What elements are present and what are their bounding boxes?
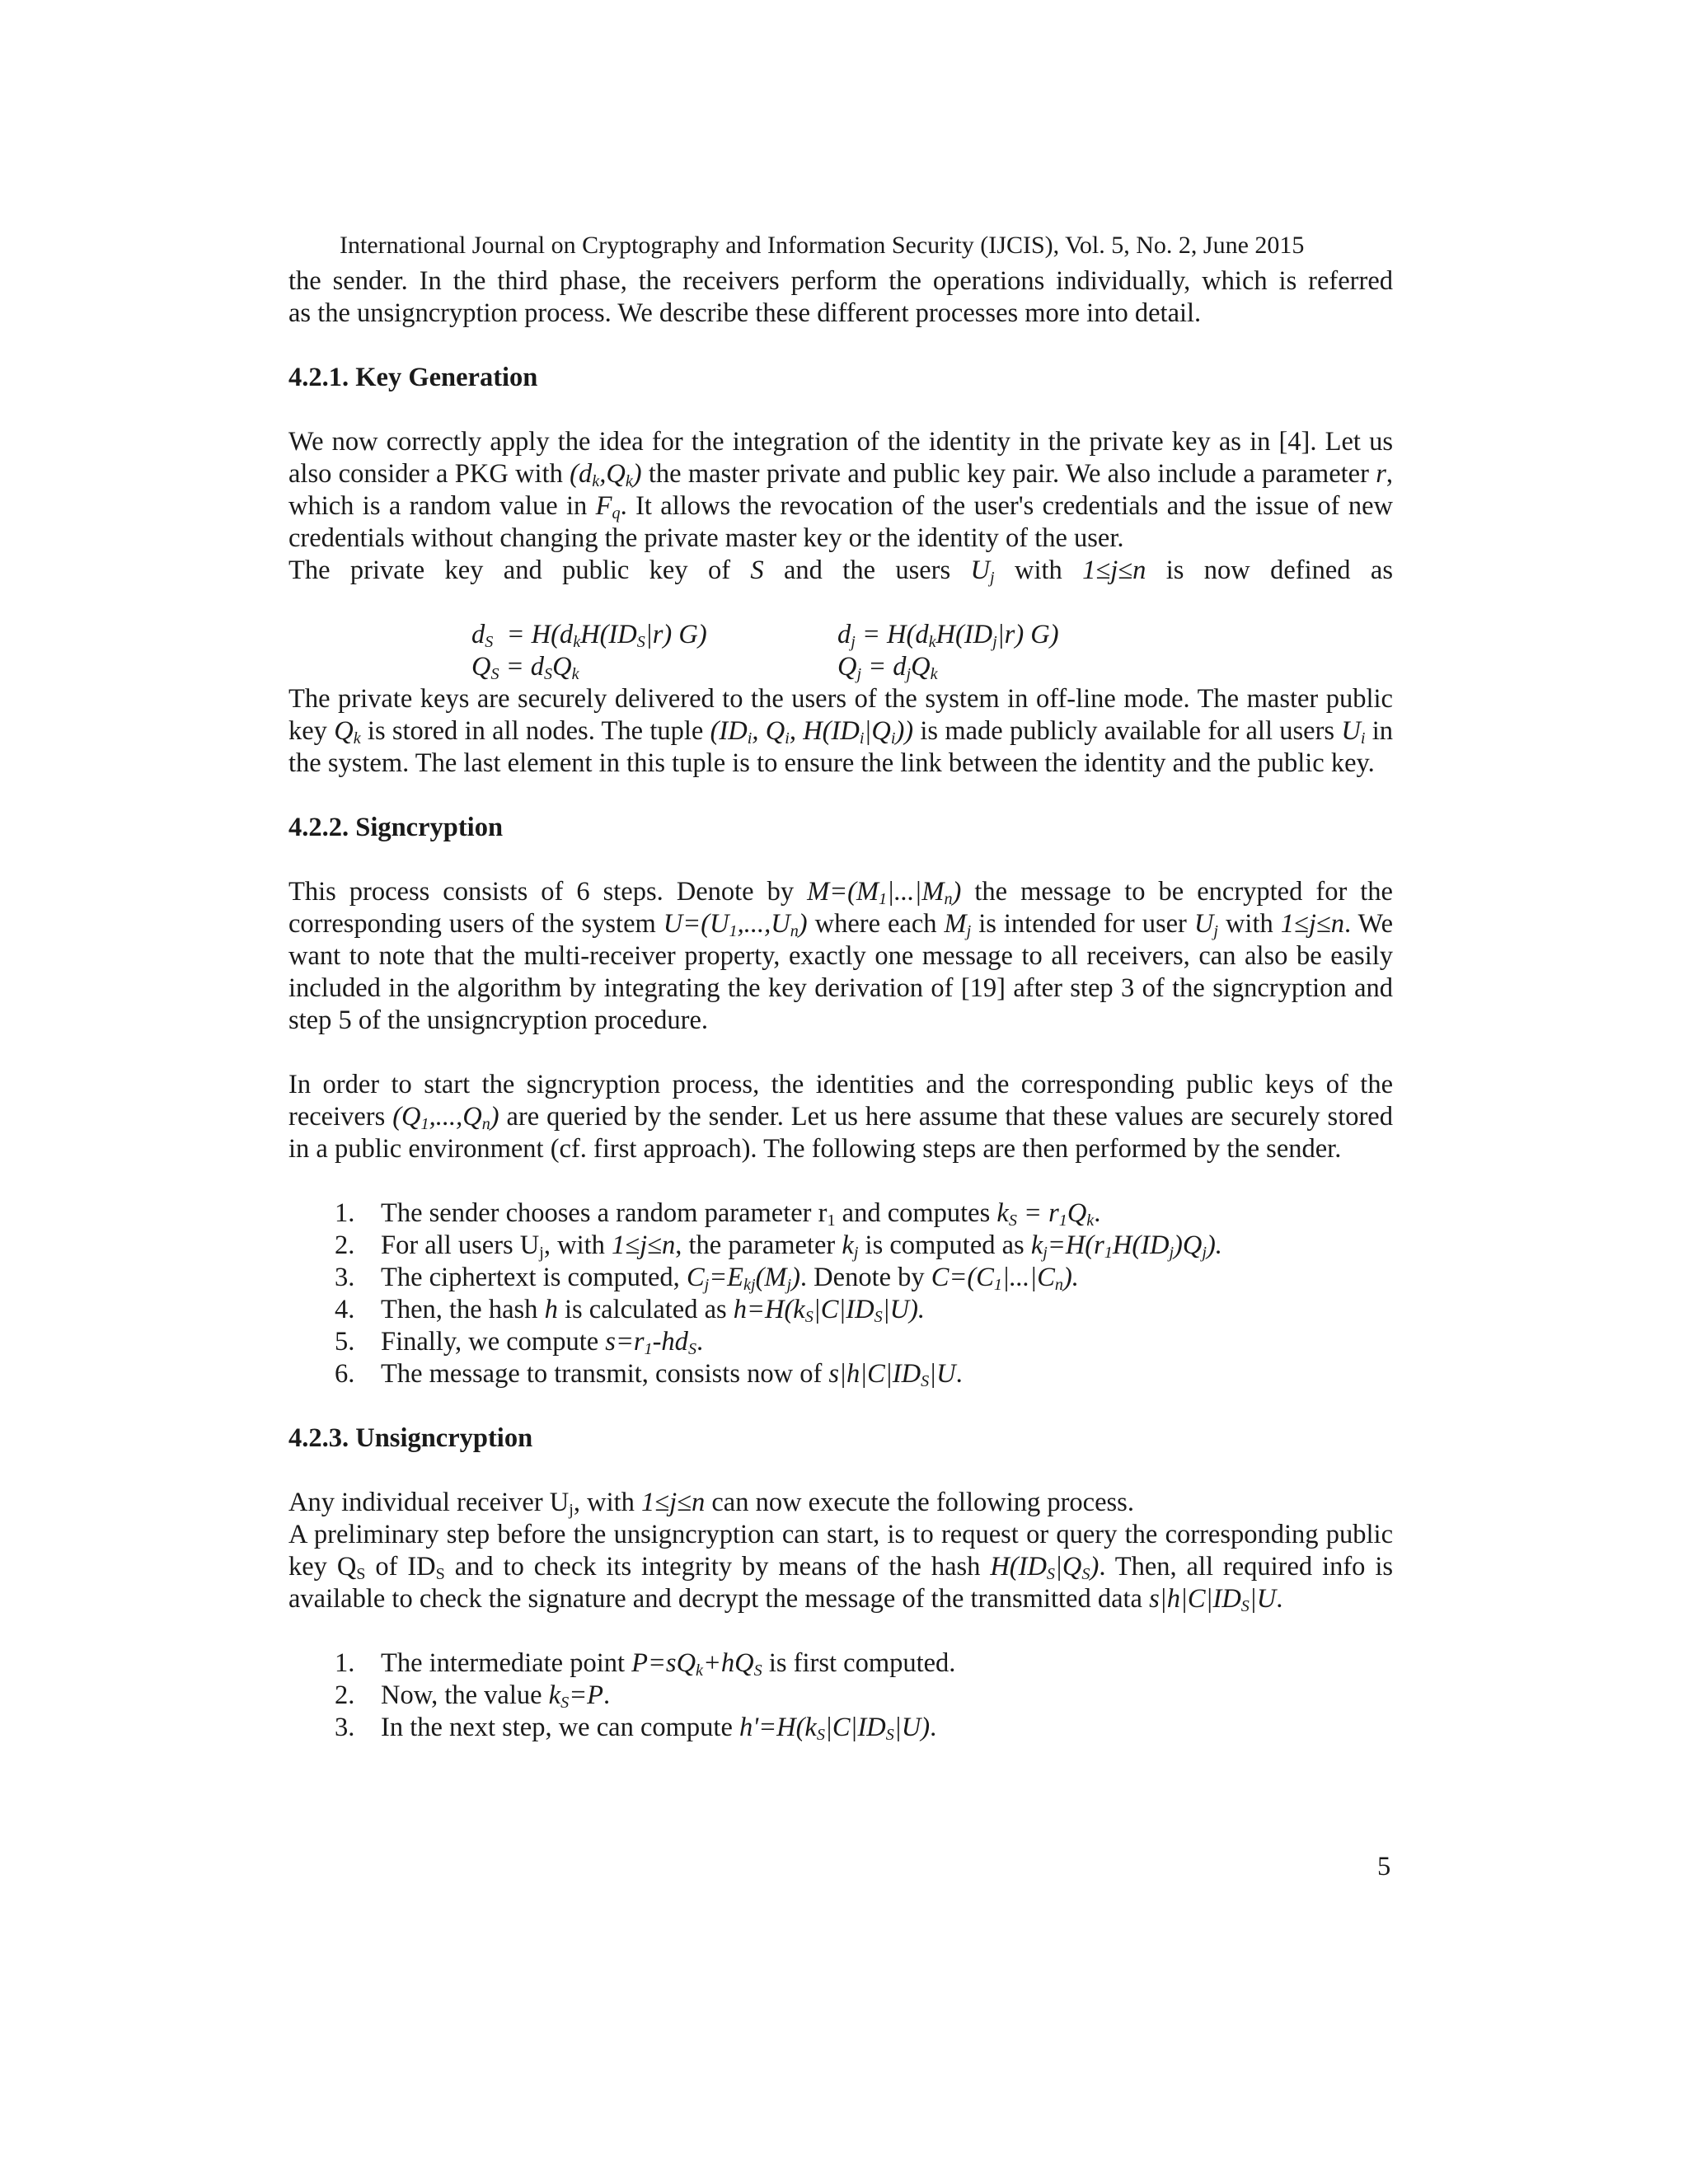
unsigncryption-steps [288, 1647, 1393, 1744]
signcryption-paragraph-1: This process consists of 6 steps. Denote by $M=(M_1|...|M_n)$ the message to be encrypted for the corresponding users of the system $U=(U_1,...,U_n)$ where each $M_j$ is intended for user $U_j$ with 1≤j≤n. We want to note that the multi-receiver property, exactly one message to all receivers, can also be easily included in the algorithm by integrating the key derivation of [19] after step 3 of the signcryption and step 5 of the unsigncryption procedure. [288, 877, 1394, 1035]
key-generation-paragraph-last-line: The private key and public key of S and the users $U_j$ with 1≤j≤n is now defined as [288, 555, 1393, 588]
key-equations [288, 619, 1393, 683]
list-item: 3. The ciphertext is computed, $C_j=E_{kj}(M_j)$. Denote by $C=(C_1|...|C_n)$. [335, 1263, 1079, 1295]
equation-q-j: $Q_j = d_jQ_k$ [837, 652, 938, 684]
list-item: 6. The message to transmit, consists now of $s|h|C|ID_S|U$. [335, 1359, 963, 1391]
intro-line-1: the sender. In the third phase, the receivers perform the operations individually, which is referred [288, 266, 1393, 296]
unsigncryption-paragraph-1: Any individual receiver $U_j$, with 1≤j≤n can now execute the following process. [288, 1488, 1134, 1520]
signcryption-steps [288, 1197, 1393, 1390]
page-number: 5 [1377, 1852, 1391, 1882]
intro-line-2: as the unsigncryption process. We describe these different processes more into detail. [288, 298, 1202, 328]
key-generation-paragraph: We now correctly apply the idea for the integration of the identity in the private key as in [4]. Let us also consider a PKG with $(d_k,Q_k)$ the master private and public key pair. We also include a parameter r, which is a random value in $F_q$. It allows the revocation of the user's credentials and the issue of new credentials without changing the private master key or the identity of the user. [288, 427, 1393, 553]
list-item: 4. Then, the hash h is calculated as $h=H(k_S|C|ID_S|U)$. [335, 1295, 926, 1327]
section-heading-unsigncryption: 4.2.3. Unsigncryption [288, 1423, 533, 1453]
section-heading-key-generation: 4.2.1. Key Generation [288, 363, 538, 392]
list-item: 1. The sender chooses a random parameter $r_1$ and computes $k_S = r_1Q_k$. [335, 1198, 1101, 1230]
running-header: International Journal on Cryptography and Information Security (IJCIS), Vol. 5, No. 2, June 2015 [340, 232, 1305, 259]
equation-d-s: $d_S = H(d_kH(ID_S|r)$ G) [471, 620, 707, 652]
list-item: 2. For all users $U_j$, with 1≤j≤n, the parameter $k_j$ is computed as $k_j=H(r_1H(ID_j)Q_j)$. [335, 1230, 1222, 1263]
equation-d-j: $d_j = H(d_kH(ID_j|r)$ G) [837, 620, 1059, 652]
body-column [288, 265, 1393, 1744]
list-item: 1. The intermediate point $P=sQ_k+hQ_S$ is first computed. [335, 1648, 956, 1680]
section-heading-signcryption: 4.2.2. Signcryption [288, 813, 504, 842]
list-item: 2. Now, the value $k_S=P$. [335, 1680, 611, 1713]
equation-q-s: $Q_S = d_SQ_k$ [471, 652, 579, 684]
list-item: 5. Finally, we compute $s=r_1-hd_S$. [335, 1327, 704, 1359]
list-item: 3. In the next step, we can compute $h'=H(k_S|C|ID_S|U)$. [335, 1713, 937, 1745]
private-keys-paragraph: The private keys are securely delivered to the users of the system in off-line mode. The master public key $Q_k$ is stored in all nodes. The tuple ($ID_i$, $Q_i$, $H(ID_i|Q_i)$) is made publicly available for all users $U_i$ in the system. The last element in this tuple is to ensure the link between the identity and the public key. [288, 684, 1393, 778]
signcryption-paragraph-2: In order to start the signcryption process, the identities and the corresponding public keys of the receivers $(Q_1,...,Q_n)$ are queried by the sender. Let us here assume that these values are securely stored in a public environment (cf. first approach). The following steps are then performed by the sender. [288, 1070, 1393, 1164]
unsigncryption-paragraph-2: A preliminary step before the unsigncryption can start, is to request or query the corresponding public key $Q_S$ of $ID_S$ and to check its integrity by means of the hash $H(ID_S|Q_S)$. Then, all required info is available to check the signature and decrypt the message of the transmitted data $s|h|C|ID_S|U$. [288, 1520, 1393, 1616]
